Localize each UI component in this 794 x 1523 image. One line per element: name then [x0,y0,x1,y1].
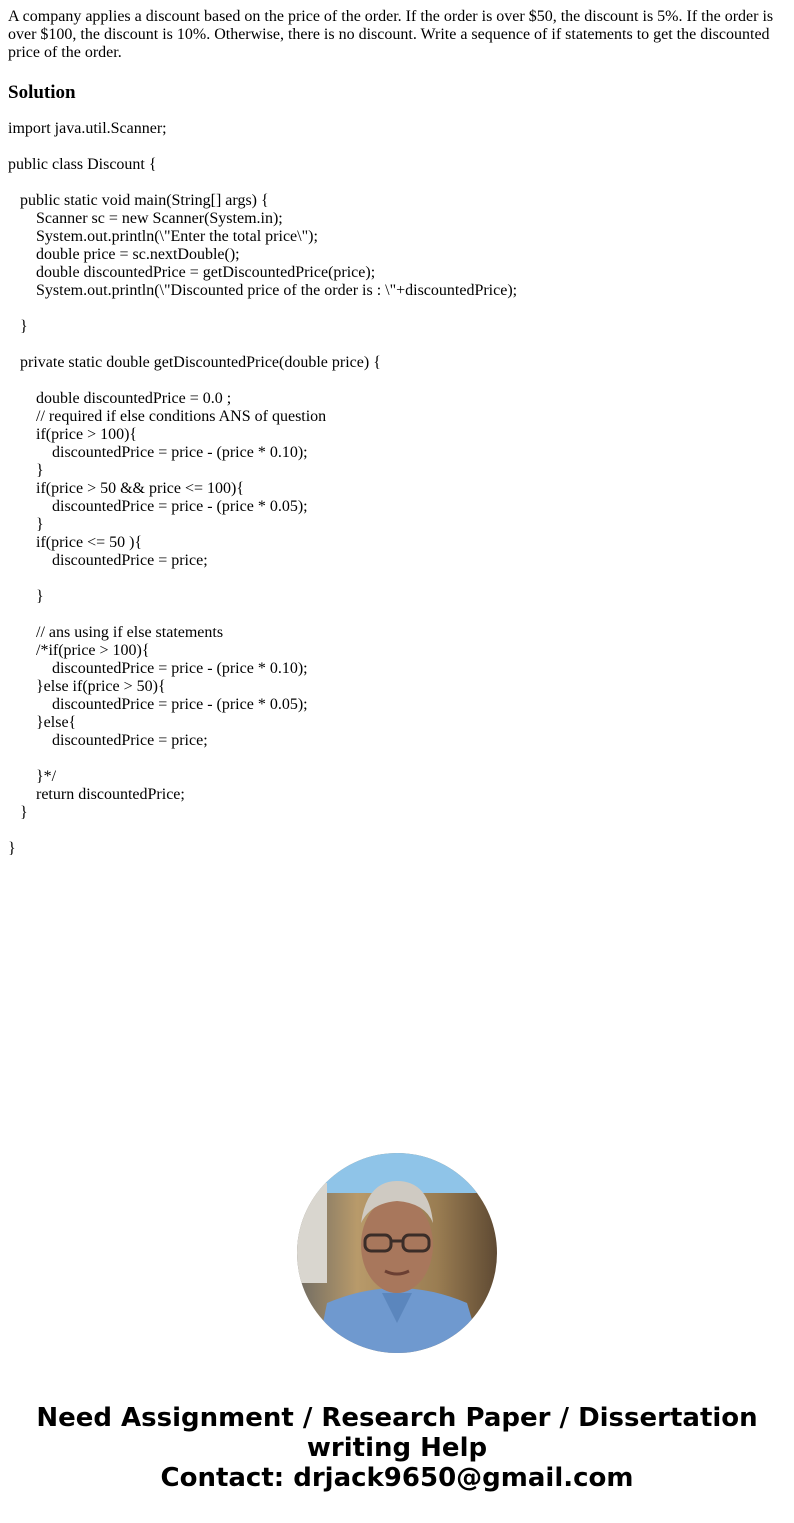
code-line [8,750,517,768]
code-line [8,300,517,318]
code-line: } [8,588,44,605]
code-line: }else{ [8,714,77,731]
author-photo [297,1153,497,1353]
code-line: } [8,462,44,479]
code-line [8,372,517,390]
solution-heading: Solution [8,82,76,103]
code-line: // required if else conditions ANS of question [8,408,327,425]
question-text: A company applies a discount based on the price of the order. If the order is over $50, the discount is 5%. If the order is over $100, the discount is 10%. Otherwise, there is no discount. Write a sequence of if statements to get the discounted price of the order. [8,8,774,61]
code-line [8,336,517,354]
portrait-image [297,1153,497,1353]
code-line: }else if(price > 50){ [8,678,166,695]
code-line: return discountedPrice; [8,786,185,803]
code-line: discountedPrice = price - (price * 0.05); [8,696,308,713]
code-block [8,120,517,858]
code-line: private static double getDiscountedPrice(double price) { [8,354,381,371]
code-line: if(price > 100){ [8,426,138,443]
code-line: } [8,318,28,335]
code-line: /*if(price > 100){ [8,642,150,659]
code-line [8,174,517,192]
code-line: }*/ [8,768,57,785]
code-line: double discountedPrice = getDiscountedPrice(price); [8,264,376,281]
footer-line-2: writing Help [306,1433,488,1463]
code-line: public class Discount { [8,156,157,173]
code-line [8,606,517,624]
code-line: discountedPrice = price; [8,552,208,569]
code-line: discountedPrice = price - (price * 0.10); [8,444,308,461]
code-line: } [8,516,44,533]
code-line: discountedPrice = price - (price * 0.10); [8,660,308,677]
code-line: if(price <= 50 ){ [8,534,143,551]
contact-footer [0,1403,794,1493]
code-line: import java.util.Scanner; [8,120,167,137]
footer-contact-line: Contact: drjack9650@gmail.com [160,1463,634,1493]
code-line: public static void main(String[] args) { [8,192,269,209]
code-line [8,570,517,588]
code-line: } [8,804,28,821]
code-line: } [8,840,16,857]
code-line: double price = sc.nextDouble(); [8,246,240,263]
code-line: System.out.println(\"Discounted price of the order is : \"+discountedPrice); [8,282,518,299]
code-line: discountedPrice = price; [8,732,208,749]
code-line [8,822,517,840]
code-line: // ans using if else statements [8,624,224,641]
code-line: Scanner sc = new Scanner(System.in); [8,210,283,227]
code-line: discountedPrice = price - (price * 0.05); [8,498,308,515]
code-line [8,138,517,156]
code-line: double discountedPrice = 0.0 ; [8,390,232,407]
footer-line-1: Need Assignment / Research Paper / Dissertation [36,1403,758,1433]
code-line: System.out.println(\"Enter the total price\"); [8,228,318,245]
code-line: if(price > 50 && price <= 100){ [8,480,245,497]
